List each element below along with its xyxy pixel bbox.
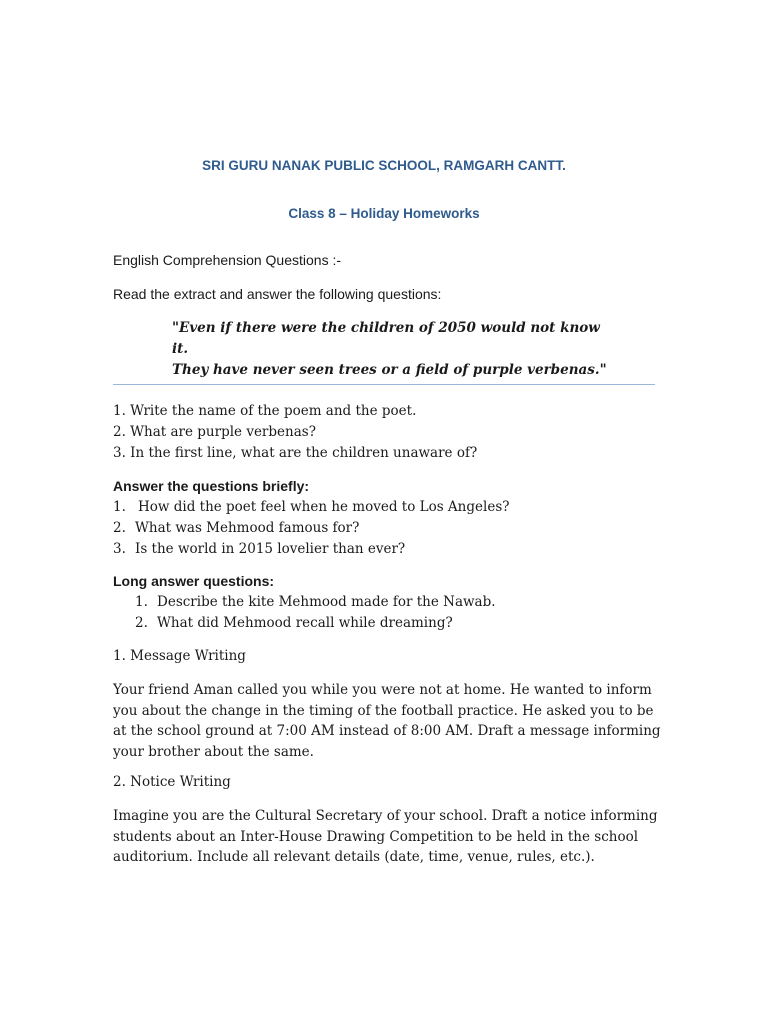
brief-item <box>113 499 509 515</box>
long-item <box>135 615 453 631</box>
extract-question: 1. Write the name of the poem and the poet. <box>113 403 417 419</box>
extract-line-2: it. <box>172 341 189 357</box>
list-text: Is the world in 2015 lovelier than ever? <box>135 541 406 557</box>
instruction: Read the extract and answer the following questions: <box>113 286 442 302</box>
extract-question: 2. What are purple verbenas? <box>113 424 316 440</box>
extract-question: 3. In the first line, what are the children unaware of? <box>113 445 478 461</box>
message-body: Your friend Aman called you while you were not at home. He wanted to inform you about the change in the timing of the football practice. He asked you to be at the school ground at 7:00 AM instead of 8:00 AM. Draft a message informing your brother about the same. <box>113 682 661 760</box>
extract-line-1: "Even if there were the children of 2050 would not know <box>172 320 600 336</box>
list-number: 2. <box>113 520 126 536</box>
section-intro: English Comprehension Questions :- <box>113 252 342 268</box>
list-number: 2. <box>135 615 148 631</box>
long-heading: Long answer questions: <box>113 573 275 589</box>
list-number: 3. <box>113 541 126 557</box>
brief-item <box>113 520 359 536</box>
brief-heading: Answer the questions briefly: <box>113 478 310 494</box>
list-text: Describe the kite Mehmood made for the Nawab. <box>157 594 496 610</box>
list-number: 1. <box>113 499 126 515</box>
message-heading: 1. Message Writing <box>113 648 246 664</box>
list-number: 1. <box>135 594 148 610</box>
list-text: How did the poet feel when he moved to Los Angeles? <box>138 499 510 515</box>
notice-heading: 2. Notice Writing <box>113 774 231 790</box>
notice-body: Imagine you are the Cultural Secretary of your school. Draft a notice informing students about an Inter-House Drawing Competition to be held in the school auditorium. Include all relevant details (date, time, venue, rules, etc.). <box>113 808 658 865</box>
brief-item <box>113 541 405 557</box>
list-text: What did Mehmood recall while dreaming? <box>157 615 453 631</box>
school-name: SRI GURU NANAK PUBLIC SCHOOL, RAMGARH CANTT. <box>202 158 566 173</box>
extract-quote <box>172 318 612 381</box>
divider <box>113 384 655 385</box>
list-text: What was Mehmood famous for? <box>135 520 360 536</box>
extract-line-3: They have never seen trees or a field of purple verbenas." <box>172 362 607 378</box>
long-item <box>135 594 496 610</box>
class-title: Class 8 – Holiday Homeworks <box>288 206 480 221</box>
